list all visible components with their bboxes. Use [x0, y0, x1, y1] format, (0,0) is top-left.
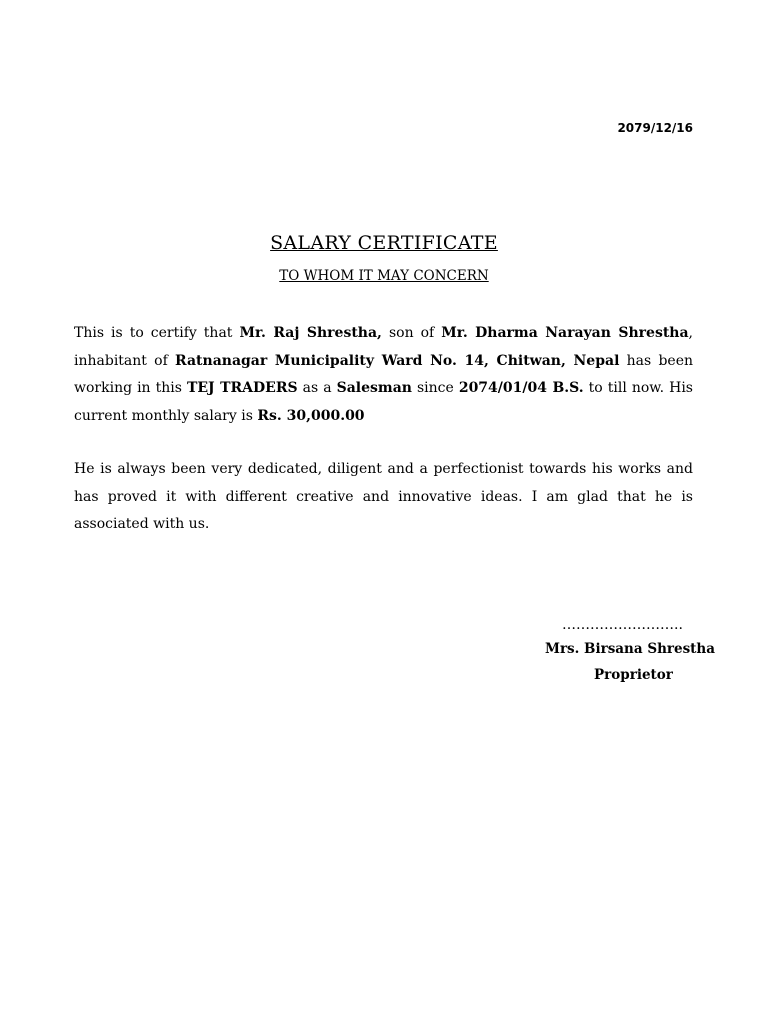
text-segment: to till now. His current monthly salary is — [74, 380, 693, 424]
employee-name: Mr. Raj Shrestha, — [239, 325, 382, 341]
text-segment: , inhabitant of — [74, 325, 693, 369]
text-segment: as a — [297, 380, 337, 396]
text-segment: since — [411, 380, 459, 396]
job-position: Salesman — [336, 380, 412, 396]
certificate-body-paragraph-1 — [74, 320, 693, 430]
employee-address: Ratnanagar Municipality Ward No. 14, Chitwan, Nepal — [175, 352, 620, 369]
certificate-title: SALARY CERTIFICATE — [270, 232, 498, 254]
signature-line: …………………….. — [562, 617, 683, 633]
father-name: Mr. Dharma Narayan Shrestha — [441, 325, 689, 341]
signatory-name: Mrs. Birsana Shrestha — [545, 641, 715, 657]
certificate-body-paragraph-2: He is always been very dedicated, diligent and a perfectionist towards his works and has proved it with different creative and innovative ideas. I am glad that he is associated with us. — [74, 461, 693, 532]
text-segment: This is to certify that — [74, 325, 240, 341]
text-segment: son of — [381, 325, 442, 341]
signatory-title: Proprietor — [594, 667, 673, 683]
start-date: 2074/01/04 B.S. — [458, 380, 584, 396]
company-name: TEJ TRADERS — [186, 380, 298, 396]
document-date: 2079/12/16 — [617, 121, 693, 135]
salary-amount: Rs. 30,000.00 — [257, 407, 365, 424]
text-segment: has been working in this — [74, 352, 693, 396]
certificate-subtitle: TO WHOM IT MAY CONCERN — [279, 268, 489, 284]
